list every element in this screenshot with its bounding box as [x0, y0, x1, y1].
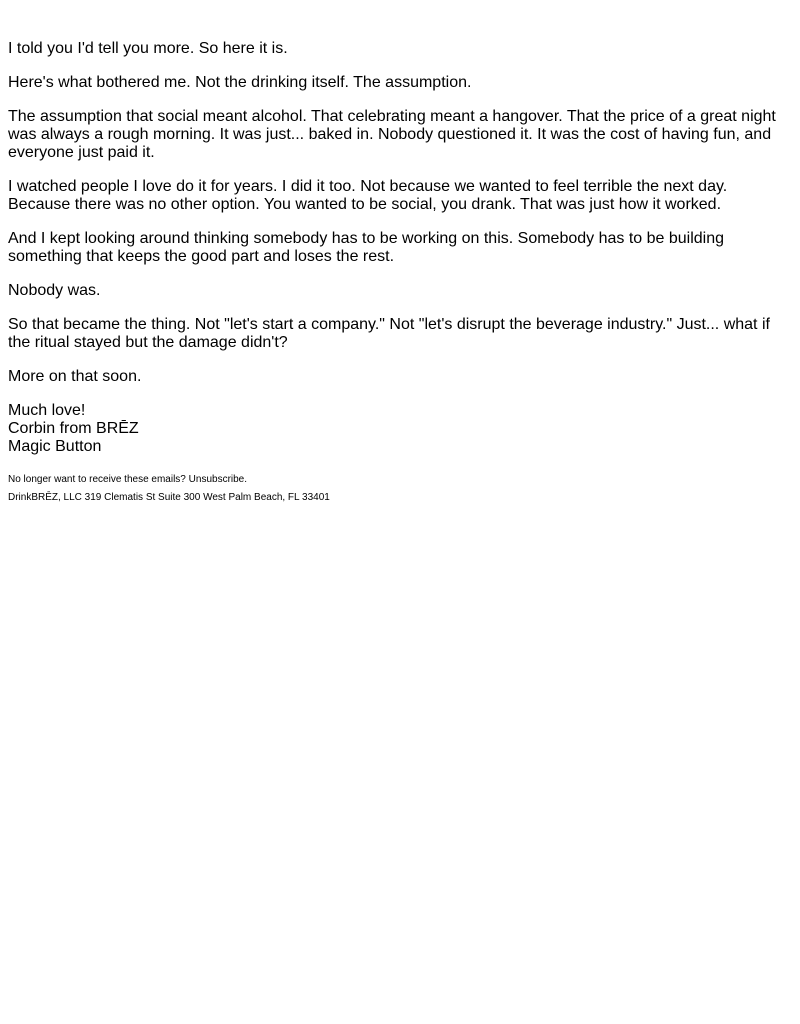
- signoff-closing: Much love!: [8, 402, 86, 419]
- magic-button[interactable]: Magic Button: [8, 438, 102, 455]
- paragraph-assumption: The assumption that social meant alcohol. That celebrating meant a hangover. That the price of a great night was always a rough morning. It was just... baked in. Nobody questioned it. It was the cost of having fun, and everyone just paid it.: [8, 108, 776, 161]
- email-body: [8, 40, 792, 510]
- signoff-sender: Corbin from BRĒZ: [8, 420, 139, 437]
- paragraph-intro: I told you I'd tell you more. So here it is.: [8, 40, 288, 57]
- company-address: DrinkBRĒZ, LLC 319 Clematis St Suite 300 West Palm Beach, FL 33401: [8, 492, 330, 503]
- paragraph-the-thing: So that became the thing. Not "let's start a company." Not "let's disrupt the beverage industry." Just... what if the ritual stayed but the damage didn't?: [8, 316, 770, 351]
- paragraph-bothered: Here's what bothered me. Not the drinking itself. The assumption.: [8, 74, 472, 91]
- paragraph-watched: I watched people I love do it for years. I did it too. Not because we wanted to feel terrible the next day. Because there was no other option. You wanted to be social, you drank. That was just how it worked.: [8, 178, 728, 213]
- paragraph-looking-around: And I kept looking around thinking somebody has to be working on this. Somebody has to be building something that keeps the good part and loses the rest.: [8, 230, 725, 265]
- unsubscribe-line: [8, 474, 792, 486]
- unsubscribe-text: No longer want to receive these emails?: [8, 474, 189, 485]
- paragraph-more-soon: More on that soon.: [8, 368, 142, 385]
- email-footer: [8, 474, 792, 504]
- unsubscribe-link[interactable]: Unsubscribe.: [188, 474, 248, 485]
- signoff: [8, 402, 792, 456]
- paragraph-nobody: Nobody was.: [8, 282, 101, 299]
